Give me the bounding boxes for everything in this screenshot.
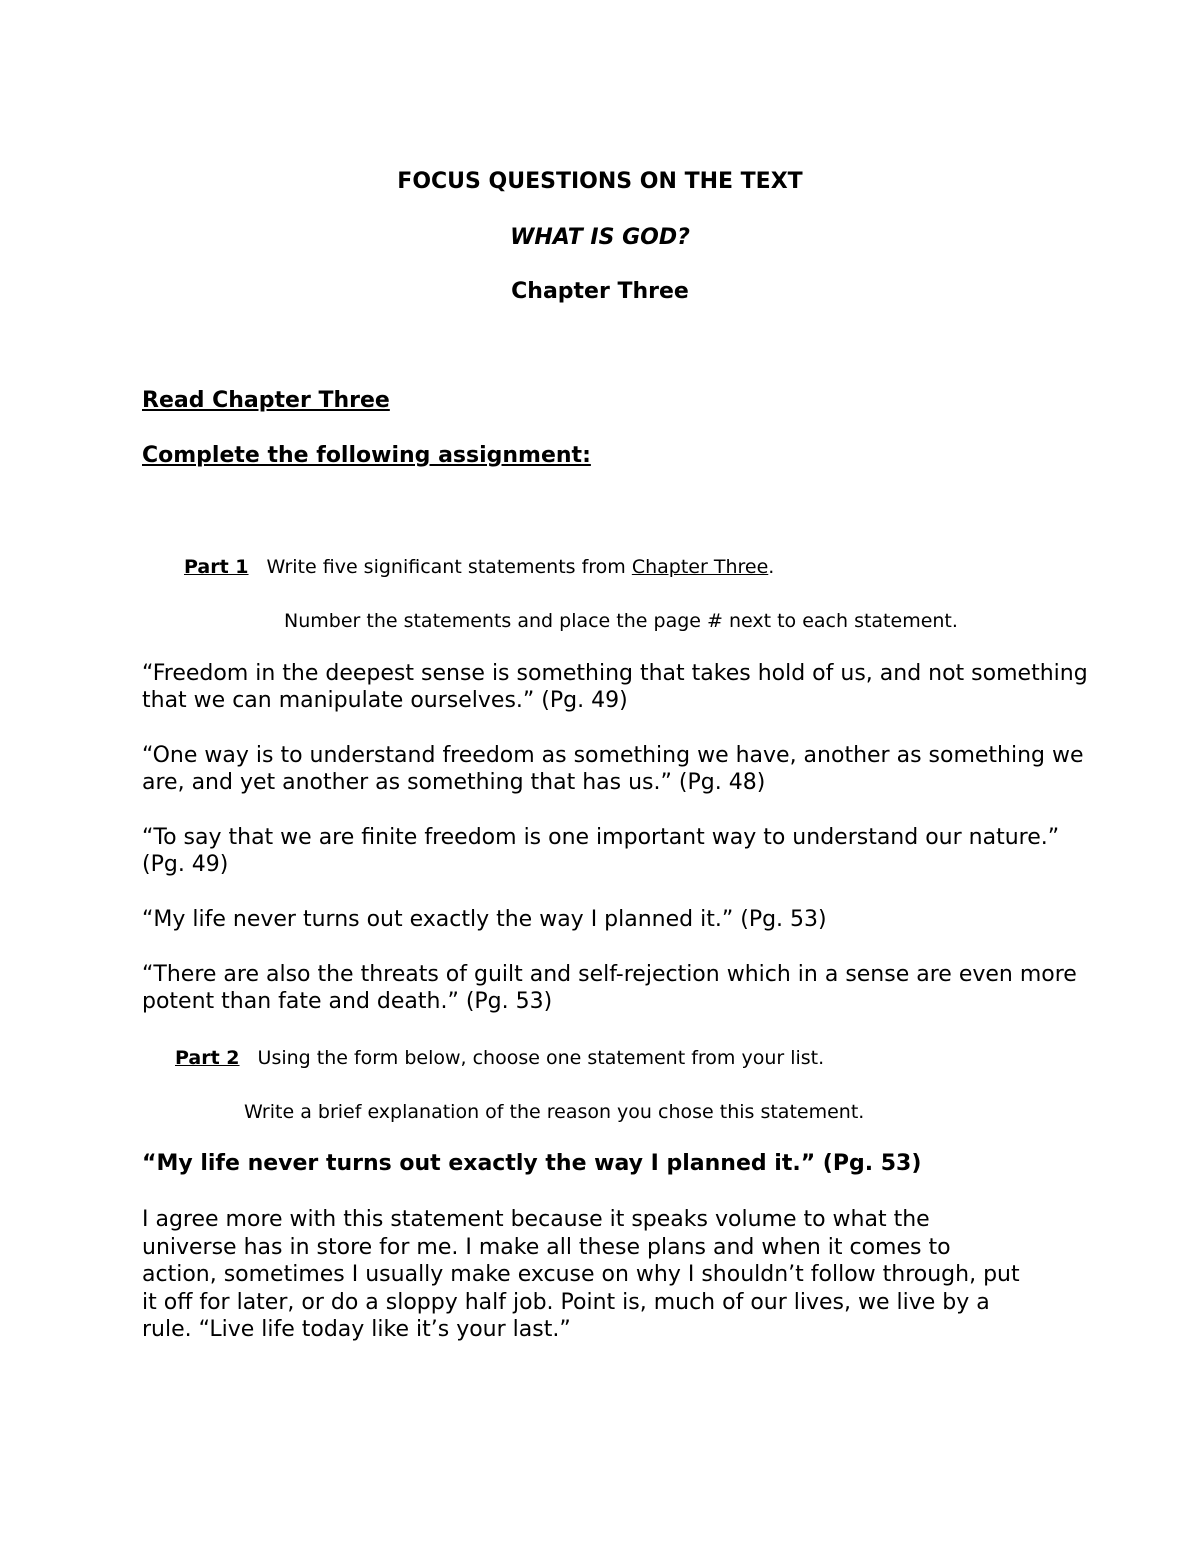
part2-text: Using the form below, choose one statement from your list. [257, 1047, 825, 1069]
explanation-line: universe has in store for me. I make all these plans and when it comes to [142, 1234, 951, 1260]
part1-label: Part 1 [184, 556, 249, 578]
chosen-statement: “My life never turns out exactly the way I planned it.” (Pg. 53) [142, 1151, 922, 1176]
chapter-heading: Chapter Three [511, 279, 689, 304]
explanation-line: I agree more with this statement because it speaks volume to what the [142, 1207, 930, 1232]
statement-5: “There are also the threats of guilt and self-rejection which in a sense are even more potent than fate and death.” (Pg. 53) [142, 962, 1077, 1014]
explanation-paragraph [142, 1206, 1102, 1344]
explanation-line: action, sometimes I usually make excuse on why I shouldn’t follow through, put [142, 1262, 1020, 1287]
part1-chapter-ref: Chapter Three [631, 556, 769, 578]
statement-3: “To say that we are finite freedom is one important way to understand our nature.” (Pg. 49) [142, 825, 1060, 877]
part1-line [184, 556, 774, 578]
part2-line [175, 1047, 824, 1069]
statement-1: “Freedom in the deepest sense is something that takes hold of us, and not something that we can manipulate ourselves.” (Pg. 49) [142, 661, 1088, 713]
part1-period: . [768, 556, 775, 578]
part1-subtext: Number the statements and place the page # next to each statement. [284, 610, 958, 632]
part2-subtext: Write a brief explanation of the reason you chose this statement. [244, 1101, 865, 1123]
statement-4: “My life never turns out exactly the way I planned it.” (Pg. 53) [142, 907, 827, 932]
statement-2: “One way is to understand freedom as something we have, another as something we are, and yet another as something that has us.” (Pg. 48) [142, 743, 1084, 795]
assignment-instruction: Complete the following assignment: [142, 443, 591, 468]
book-title: WHAT IS GOD? [510, 225, 690, 250]
read-instruction: Read Chapter Three [142, 388, 390, 413]
explanation-line: rule. “Live life today like it’s your last.” [142, 1317, 571, 1342]
document-title: FOCUS QUESTIONS ON THE TEXT [397, 169, 803, 194]
explanation-line: it off for later, or do a sloppy half job. Point is, much of our lives, we live by a [142, 1289, 990, 1315]
part2-label: Part 2 [175, 1047, 240, 1069]
part1-text: Write five significant statements from [266, 556, 632, 578]
